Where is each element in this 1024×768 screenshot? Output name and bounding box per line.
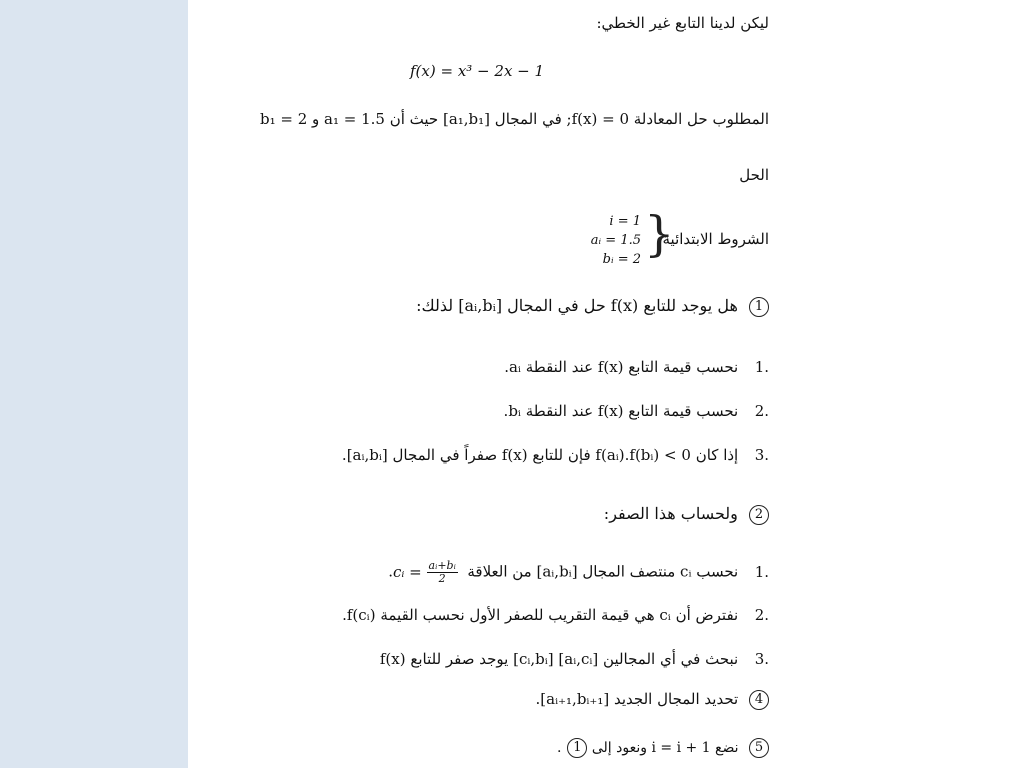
condition-b: bᵢ = 2 xyxy=(602,252,641,267)
condition-i: i = 1 xyxy=(609,214,641,229)
step5-line: 5 نضع i = i + 1 ونعود إلى 1. xyxy=(557,738,769,758)
step1-item-1: 1. نحسب قيمة التابع f(x) عند النقطة aᵢ. xyxy=(504,358,769,376)
intro-text: ليكن لدينا التابع غير الخطي: xyxy=(596,14,769,32)
step2-heading xyxy=(604,504,769,525)
step-reference-icon: 1 xyxy=(567,738,587,758)
step1-heading xyxy=(416,296,769,317)
step2-item-1: 1. نحسب cᵢ منتصف المجال [aᵢ,bᵢ] من العلاقة cᵢ = $\frac{\text{aᵢ+bᵢ}}{2}$ . xyxy=(388,559,769,585)
step2-item-3: 3. نبحث في أي المجالين [aᵢ,cᵢ] [cᵢ,bᵢ] يوجد صفر للتابع f(x) xyxy=(379,650,769,668)
step2-item-2: 2. نفترض أن cᵢ هي قيمة التقريب للصفر الأول نحسب القيمة f(cᵢ). xyxy=(342,606,769,624)
step-number-icon: 2 xyxy=(749,505,769,525)
midpoint-formula: cᵢ = $\frac{\text{aᵢ+bᵢ}}{2}$ xyxy=(393,559,456,585)
left-margin-panel xyxy=(0,0,188,768)
step1-title: هل يوجد للتابع f(x) حل في المجال [aᵢ,bᵢ] لذلك: xyxy=(416,296,738,315)
step4-line: 4 تحديد المجال الجديد [aᵢ₊₁,bᵢ₊₁]. xyxy=(536,690,769,710)
function-formula: f(x) = x³ − 2x − 1 xyxy=(410,62,545,80)
initial-conditions-label: الشروط الابتدائية xyxy=(662,230,769,248)
step1-item-3: 3. إذا كان f(aᵢ).f(bᵢ) < 0 فإن للتابع f(x) صفراً في المجال [aᵢ,bᵢ]. xyxy=(341,446,769,464)
step-number-icon: 4 xyxy=(749,690,769,710)
task-text: المطلوب حل المعادلة f(x) = 0; في المجال [a₁,b₁] حيث أن a₁ = 1.5 و b₁ = 2 xyxy=(259,110,769,128)
step2-title: ولحساب هذا الصفر: xyxy=(603,504,738,523)
fraction: $\frac{\text{aᵢ+bᵢ}}{2}$ xyxy=(428,559,456,585)
brace-icon: } xyxy=(644,206,675,262)
solution-label: الحل xyxy=(739,166,769,184)
condition-a: aᵢ = 1.5 xyxy=(590,233,641,248)
step-number-icon: 5 xyxy=(749,738,769,758)
step-number-icon: 1 xyxy=(749,297,769,317)
step1-item-2: 2. نحسب قيمة التابع f(x) عند النقطة bᵢ. xyxy=(503,402,769,420)
